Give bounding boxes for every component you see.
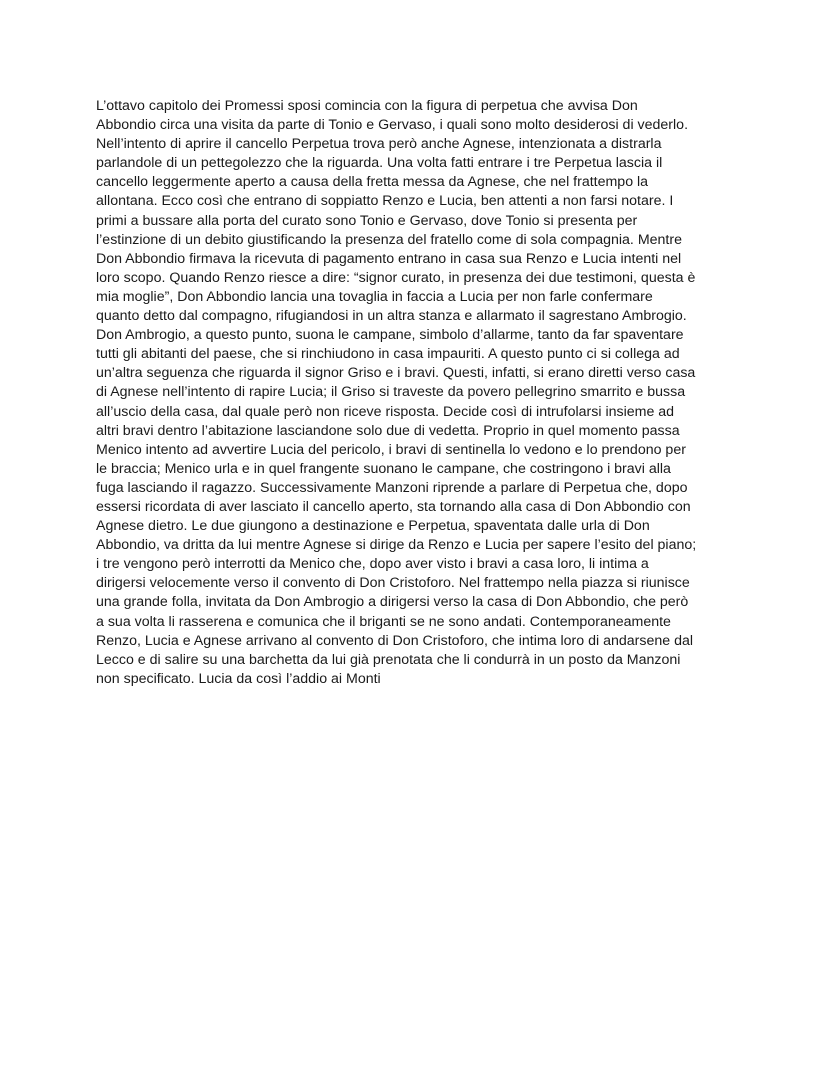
text-line: di Agnese nell’intento di rapire Lucia; il Griso si traveste da povero pellegrino smarrito e bussa	[96, 384, 686, 401]
body-paragraph	[96, 97, 736, 689]
text-line: fuga lasciando il ragazzo. Successivamente Manzoni riprende a parlare di Perpetua che, dopo	[96, 479, 688, 496]
text-line: Agnese dietro. Le due giungono a destinazione e Perpetua, spaventata dalle urla di Don	[96, 518, 650, 535]
text-line: cancello leggermente aperto a causa della fretta messa da Agnese, che nel frattempo la	[96, 174, 649, 191]
text-line: allontana. Ecco così che entrano di soppiatto Renzo e Lucia, ben attenti a non farsi notare. I	[96, 193, 674, 210]
text-line: non specificato. Lucia da così l’addio ai Monti	[96, 670, 381, 687]
text-line: l’estinzione di un debito giustificando la presenza del fratello come di sola compagnia. Mentre	[96, 231, 682, 248]
text-line: mia moglie”, Don Abbondio lancia una tovaglia in faccia a Lucia per non farle confermare	[96, 288, 653, 305]
text-line: le braccia; Menico urla e in quel frangente suonano le campane, che costringono i bravi alla	[96, 460, 671, 477]
text-line: Don Abbondio firmava la ricevuta di pagamento entrano in casa sua Renzo e Lucia intenti nel	[96, 250, 682, 267]
text-line: all’uscio della casa, dal quale però non riceve risposta. Decide così di intrufolarsi insieme ad	[96, 403, 675, 420]
text-line: primi a bussare alla porta del curato sono Tonio e Gervaso, dove Tonio si presenta per	[96, 212, 638, 229]
text-line: altri bravi dentro l’abitazione lasciandone solo due di vedetta. Proprio in quel momento passa	[96, 422, 680, 439]
text-line: essersi ricordata di aver lasciato il cancello aperto, sta tornando alla casa di Don Abbondio con	[96, 498, 691, 515]
text-line: Abbondio, va dritta da lui mentre Agnese si dirige da Renzo e Lucia per sapere l’esito del piano;	[96, 537, 697, 554]
text-line: una grande folla, invitata da Don Ambrogio a dirigersi verso la casa di Don Abbondio, che però	[96, 594, 689, 611]
text-line: Don Ambrogio, a questo punto, suona le campane, simbolo d’allarme, tanto da far spaventare	[96, 327, 684, 344]
text-line: loro scopo. Quando Renzo riesce a dire: “signor curato, in presenza dei due testimoni, questa è	[96, 269, 696, 286]
text-line: Lecco e di salire su una barchetta da lui già prenotata che li condurrà in un posto da Manzoni	[96, 651, 681, 668]
text-line: un’altra seguenza che riguarda il signor Griso e i bravi. Questi, infatti, si erano diretti verso casa	[96, 365, 696, 382]
text-line: Menico intento ad avvertire Lucia del pericolo, i bravi di sentinella lo vedono e lo prendono per	[96, 441, 686, 458]
text-line: Abbondio circa una visita da parte di Tonio e Gervaso, i quali sono molto desiderosi di vederlo.	[96, 117, 689, 134]
text-line: quanto detto dal compagno, rifugiandosi in un altra stanza e allarmato il sagrestano Ambrogio.	[96, 308, 687, 325]
text-line: i tre vengono però interrotti da Menico che, dopo aver visto i bravi a casa loro, li intima a	[96, 556, 649, 573]
text-line: parlandole di un pettegolezzo che la riguarda. Una volta fatti entrare i tre Perpetua lascia il	[96, 155, 663, 172]
text-line: Renzo, Lucia e Agnese arrivano al convento di Don Cristoforo, che intima loro di andarsene dal	[96, 632, 694, 649]
text-line: L’ottavo capitolo dei Promessi sposi comincia con la figura di perpetua che avvisa Don	[96, 98, 638, 114]
text-line: dirigersi velocemente verso il convento di Don Cristoforo. Nel frattempo nella piazza si riunisce	[96, 575, 690, 592]
text-line: tutti gli abitanti del paese, che si rinchiudono in casa impauriti. A questo punto ci si collega ad	[96, 346, 680, 363]
text-line: Nell’intento di aprire il cancello Perpetua trova però anche Agnese, intenzionata a distrarla	[96, 136, 662, 153]
text-line: a sua volta li rasserena e comunica che il briganti se ne sono andati. Contemporaneamente	[96, 613, 671, 630]
